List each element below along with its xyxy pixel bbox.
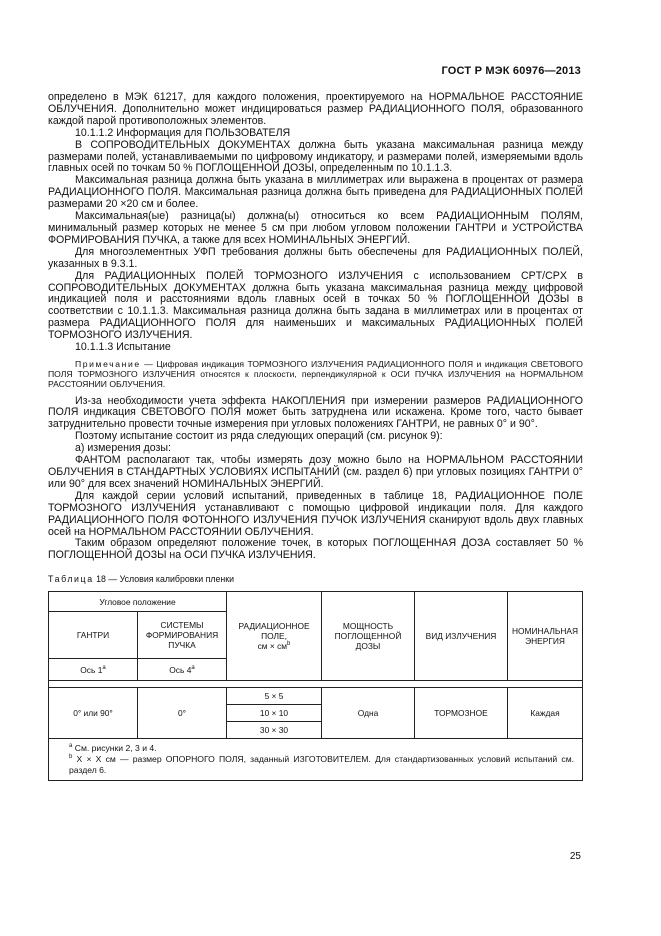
paragraph: Для каждой серии условий испытаний, приведенных в таблице 18, РАДИАЦИОННОЕ ПОЛЕ ТОРМОЗНОГО ИЗЛУЧЕНИЯ устанавливают с помощью цифровой индикации поля. Для каждого РАДИАЦИОННОГО ПОЛЯ ФОТОННОГО ИЗЛУЧЕНИЯ ПУЧОК ИЗЛУЧЕНИЯ сканируют вдоль двух главных осей на НОРМАЛЬНОМ РАССТОЯНИИ ОБЛУЧЕНИЯ. bbox=[48, 489, 583, 538]
field-value: 10 × 10 bbox=[227, 705, 322, 722]
note-text: — Цифровая индикация ТОРМОЗНОГО ИЗЛУЧЕНИЯ РАДИАЦИОННОГО ПОЛЯ и индикация СВЕТОВОГО ПОЛЯ ТОРМОЗНОГО ИЗЛУЧЕНИЯ относятся к плоскости, перпендикулярной к ОСИ ПУЧКА ИЗЛУЧЕНИЯ на НОРМАЛЬНОМ РАССТОЯНИИ ОБЛУЧЕНИЯ. bbox=[48, 358, 583, 390]
paragraph: Для многоэлементных УФП требования должны быть обеспечены для РАДИАЦИОННЫХ ПОЛЕЙ, указанных в 9.3.1. bbox=[48, 245, 583, 270]
footnote-mark: a bbox=[69, 743, 73, 750]
page-number: 25 bbox=[569, 851, 581, 862]
paragraph: определено в МЭК 61217, для каждого положения, проектируемого на НОРМАЛЬНОЕ РАССТОЯНИЕ ОБЛУЧЕНИЯ. Дополнительно может индицироваться размер РАДИАЦИОННОГО ПОЛЯ, образованного каждой парой противоположных элементов. bbox=[48, 91, 583, 127]
field-value: 30 × 30 bbox=[227, 722, 322, 739]
footnote-a bbox=[57, 743, 574, 754]
spacer-row bbox=[49, 681, 583, 688]
table-caption bbox=[48, 574, 583, 586]
power-header: МОЩНОСТЬ ПОГЛОЩЕННОЙ ДОЗЫ bbox=[322, 592, 415, 681]
bfs-value: 0° bbox=[138, 688, 227, 739]
footnote-text: X × X см — размер ОПОРНОГО ПОЛЯ, заданный ИЗГОТОВИТЕЛЕМ. Для стандартизованных условий испытаний см. раздел 6. bbox=[69, 754, 574, 776]
field-header bbox=[227, 592, 322, 681]
power-value: Одна bbox=[322, 688, 415, 739]
list-item: а) измерения дозы: bbox=[75, 442, 171, 455]
axis1-label: Ось 1 bbox=[80, 664, 103, 675]
table-footnotes bbox=[49, 739, 583, 781]
kind-header: ВИД ИЗЛУЧЕНИЯ bbox=[415, 592, 508, 681]
bfs-header: СИСТЕМЫ ФОРМИРОВАНИЯ ПУЧКА bbox=[138, 612, 227, 659]
table-container bbox=[48, 591, 583, 781]
field-header-unit: см × см bbox=[257, 641, 288, 652]
paragraph: ФАНТОМ располагают так, чтобы измерять дозу можно было на НОРМАЛЬНОМ РАССТОЯНИИ ОБЛУЧЕНИЯ в СТАНДАРТНЫХ УСЛОВИЯХ ИСПЫТАНИЙ (см. раздел 6) при угловых позициях ГАНТРИ 0° или 90° для всех значений НОМИНАЛЬНЫХ ЭНЕРГИЙ. bbox=[48, 454, 583, 490]
paragraph: Максимальная разница должна быть указана в миллиметрах или выражена в процентах от размера РАДИАЦИОННОГО ПОЛЯ. Максимальная разница должна быть приведена для РАДИАЦИОННЫХ ПОЛЕЙ размерами 20 ×20 см и более. bbox=[48, 174, 583, 211]
angle-group-header: Угловое положение bbox=[49, 592, 227, 612]
kind-value: ТОРМОЗНОЕ bbox=[415, 688, 508, 739]
paragraph: Для РАДИАЦИОННЫХ ПОЛЕЙ ТОРМОЗНОГО ИЗЛУЧЕНИЯ с использованием CPT/CPX в СОПРОВОДИТЕЛЬНЫХ ДОКУМЕНТАХ должна быть указана максимальная разница между цифровой индикацией поля и расстояниями вдоль главных осей в точках 50 % ПОГЛОЩЕННОЙ ДОЗЫ в соответствии с 10.1.1.3. Максимальная разница должна быть задана в миллиметрах или в процентах от размера РАДИАЦИОННОГО ПОЛЯ для наименьших и максимальных РАДИАЦИОННЫХ ПОЛЕЙ ТОРМОЗНОГО ИЗЛУЧЕНИЯ. bbox=[48, 269, 583, 342]
section-heading: 10.1.1.3 Испытание bbox=[75, 341, 171, 354]
field-value: 5 × 5 bbox=[227, 688, 322, 705]
calibration-table bbox=[48, 591, 583, 781]
axis4-label: Ось 4 bbox=[169, 664, 192, 675]
standard-header: ГОСТ Р МЭК 60976—2013 bbox=[441, 65, 581, 77]
energy-value: Каждая bbox=[508, 688, 583, 739]
paragraph: Таким образом определяют положение точек, в которых ПОГЛОЩЕННАЯ ДОЗА составляет 50 % ПОГЛОЩЕННОЙ ДОЗЫ на ОСИ ПУЧКА ИЗЛУЧЕНИЯ. bbox=[48, 537, 583, 562]
gantry-header: ГАНТРИ bbox=[49, 612, 138, 659]
footnote-mark: b bbox=[287, 641, 291, 648]
table-caption-label: Таблица bbox=[48, 574, 94, 585]
axis1-header bbox=[49, 659, 138, 681]
table-caption-text: 18 — Условия калибровки пленки bbox=[93, 574, 235, 585]
note-label: Примечание bbox=[75, 358, 141, 369]
footnote-b bbox=[57, 754, 574, 776]
paragraph: В СОПРОВОДИТЕЛЬНЫХ ДОКУМЕНТАХ должна быть указана максимальная разница между размерами полей, устанавливаемыми по цифровому индикатору, и размерами полей, измеряемыми вдоль главных осей по точкам 50 % ПОГЛОЩЕННОЙ ДОЗЫ, определенным по 10.1.1.3. bbox=[48, 138, 583, 175]
paragraph: Из-за необходимости учета эффекта НАКОПЛЕНИЯ при измерении размеров РАДИАЦИОННОГО ПОЛЯ индикация СВЕТОВОГО ПОЛЯ может быть затруднена или искажена. Кроме того, часто бывает затруднительно провести точные измерения при угловых положениях ГАНТРИ, не равных 0° и 90°. bbox=[48, 394, 583, 431]
field-header-label: РАДИАЦИОННОЕ ПОЛЕ, bbox=[238, 621, 310, 642]
footnote-mark: a bbox=[102, 664, 106, 671]
energy-header: НОМИНАЛЬНАЯ ЭНЕРГИЯ bbox=[508, 592, 583, 681]
footnote-text: См. рисунки 2, 3 и 4. bbox=[72, 743, 157, 754]
section-heading: 10.1.1.2 Информация для ПОЛЬЗОВАТЕЛЯ bbox=[75, 126, 291, 139]
footnote-mark: b bbox=[69, 754, 73, 761]
axis4-header bbox=[138, 659, 227, 681]
paragraph: Поэтому испытание состоит из ряда следующих операций (см. рисунок 9): bbox=[75, 430, 443, 443]
paragraph: Максимальная(ые) разница(ы) должна(ы) относиться ко всем РАДИАЦИОННЫМ ПОЛЯМ, минимальный размер которых не менее 5 см при любом угловом положении ГАНТРИ и УСТРОЙСТВА ФОРМИРОВАНИЯ ПУЧКА, а также для всех НОМИНАЛЬНЫХ ЭНЕРГИЙ. bbox=[48, 210, 583, 246]
gantry-value: 0° или 90° bbox=[49, 688, 138, 739]
body-text bbox=[48, 92, 583, 781]
note bbox=[48, 359, 583, 390]
footnote-mark: a bbox=[191, 664, 195, 671]
